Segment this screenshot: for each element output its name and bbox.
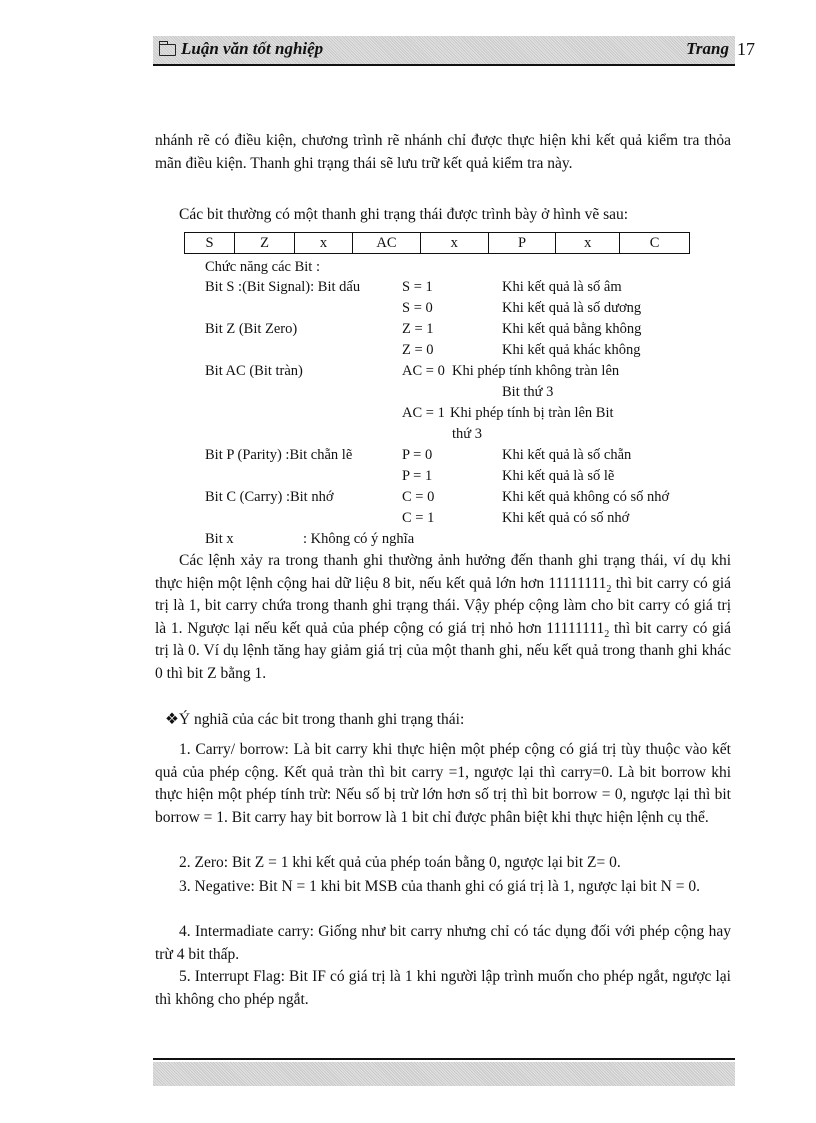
bit-description: Khi kết quả không có số nhớ: [502, 489, 670, 505]
bit-description: Khi kết quả có số nhớ: [502, 510, 630, 526]
bit-condition: P = 1: [402, 468, 433, 484]
functions-heading: Chức năng các Bit :: [205, 259, 320, 275]
list-item: 1. Carry/ borrow: Là bit carry khi thực hiện một phép cộng có giá trị tùy thuộc vào kết quả của phép cộng. Kết quả tràn thì bit carry =1, ngược lại thì carry=0. Là bit borrow khi thực hiện một phép tính trừ: Nếu số bị trừ lớn hơn số trị thì bit borrow = 0, ngược lại thì bit borrow = 1. Bit carry hay bit borrow là 1 bit chỉ được phân biệt khi thực hiện lệnh cụ thể.: [155, 741, 731, 826]
bit-name: Bit P (Parity) :Bit chẵn lẽ: [205, 447, 353, 463]
status-register-diagram: [184, 232, 690, 254]
bit-condition: Z = 1: [402, 321, 434, 337]
bit-cell-p: P: [488, 233, 556, 254]
bit-cell-ac: AC: [352, 233, 420, 254]
bit-description: Khi kết quả là số dương: [502, 300, 642, 316]
bit-condition: AC = 1: [402, 405, 445, 421]
bit-description: Khi kết quả là số lẽ: [502, 468, 615, 484]
bit-cell-x: x: [295, 233, 353, 254]
bit-condition: Z = 0: [402, 342, 434, 358]
bit-condition: P = 0: [402, 447, 433, 463]
bit-description: Khi kết quả khác không: [502, 342, 641, 358]
bit-name: Bit AC (Bit tràn): [205, 363, 303, 379]
bit-name: Bit C (Carry) :Bit nhớ: [205, 489, 334, 505]
bit-cell-c: C: [620, 233, 690, 254]
footer-band: [153, 1062, 735, 1086]
list-item: 2. Zero: Bit Z = 1 khi kết quả của phép toán bằng 0, ngược lại bit Z= 0.: [179, 854, 621, 871]
header-title: Luận văn tốt nghiệp: [181, 39, 324, 58]
body-text-b: thì bit carry có giá trị là 1, bit carry chứa trong thanh ghi trạng thái. Vậy phép cộng làm cho bit carry có giá trị là 1. Ngược lại nếu kết quả của phép cộng có giá trị nhỏ hơn 11111111: [155, 574, 732, 637]
bit-name: Bit S :(Bit Signal): Bit dấu: [205, 279, 361, 295]
bit-x-description: : Không có ý nghĩa: [303, 531, 415, 547]
page-header: [153, 36, 735, 64]
bit-x-label: Bit x: [205, 531, 234, 547]
header-rule: [153, 64, 735, 66]
page-number: 17: [737, 39, 755, 59]
bit-description: Khi kết quả là số âm: [502, 279, 622, 295]
bit-name: Bit Z (Bit Zero): [205, 321, 298, 337]
bit-description: Khi phép tính bị tràn lên Bit: [450, 405, 614, 421]
list-item: 5. Interrupt Flag: Bit IF có giá trị là 1 khi người lập trình muốn cho phép ngắt, ngược lại thì không cho phép ngắt.: [155, 968, 731, 1008]
bit-condition: C = 1: [402, 510, 435, 526]
footer-rule: [153, 1058, 735, 1060]
bit-description: Khi kết quả là số chẵn: [502, 447, 632, 463]
body-text-a: Các lệnh xảy ra trong thanh ghi thường ảnh hưởng đến thanh ghi trạng thái, ví dụ khi thực hiện một lệnh cộng hai dữ liệu 8 bit, nếu kết quả lớn hơn 11111111: [155, 552, 731, 592]
body-paragraph: [155, 550, 731, 685]
bit-cell-x: x: [556, 233, 620, 254]
diamond-bullet-icon: ❖: [165, 711, 179, 728]
subscript: 2: [606, 583, 612, 595]
bit-description: Khi phép tính không tràn lên: [452, 363, 620, 379]
list-item: 4. Intermadiate carry: Giống như bit carry nhưng chỉ có tác dụng đối với phép cộng hay trừ 4 bit thấp.: [155, 923, 731, 963]
bit-description: Khi kết quả bằng không: [502, 321, 642, 337]
folder-icon: [159, 44, 176, 56]
list-item: 3. Negative: Bit N = 1 khi bit MSB của thanh ghi có giá trị là 1, ngược lại bit N = 0.: [179, 878, 700, 895]
section-heading: [165, 709, 741, 732]
bit-description-cont: thứ 3: [452, 426, 483, 442]
bit-description-cont: Bit thứ 3: [502, 384, 554, 400]
section-heading-text: Ý nghiã của các bit trong thanh ghi trạng thái:: [178, 711, 465, 728]
bit-cell-z: Z: [235, 233, 295, 254]
intro-paragraph: nhánh rẽ có điều kiện, chương trình rẽ nhánh chỉ được thực hiện khi kết quả kiểm tra thỏa mãn điều kiện. Thanh ghi trạng thái sẽ lưu trữ kết quả kiểm tra này.: [155, 132, 731, 172]
header-page-label: Trang: [686, 39, 729, 58]
bit-cell-s: S: [185, 233, 235, 254]
bit-condition: AC = 0: [402, 363, 445, 379]
body-text-c: thì bit carry có giá trị là 0. Ví dụ lệnh tăng hay giảm giá trị của một thanh ghi, nếu kết quả trong thanh ghi khác 0 thì bit Z bằng 1.: [155, 619, 731, 682]
bit-condition: S = 0: [402, 300, 433, 316]
figure-intro: Các bit thường có một thanh ghi trạng thái được trình bày ở hình vẽ sau:: [179, 206, 629, 223]
bit-condition: C = 0: [402, 489, 435, 505]
bit-cell-x: x: [420, 233, 488, 254]
bit-condition: S = 1: [402, 279, 433, 295]
subscript: 2: [604, 628, 610, 640]
